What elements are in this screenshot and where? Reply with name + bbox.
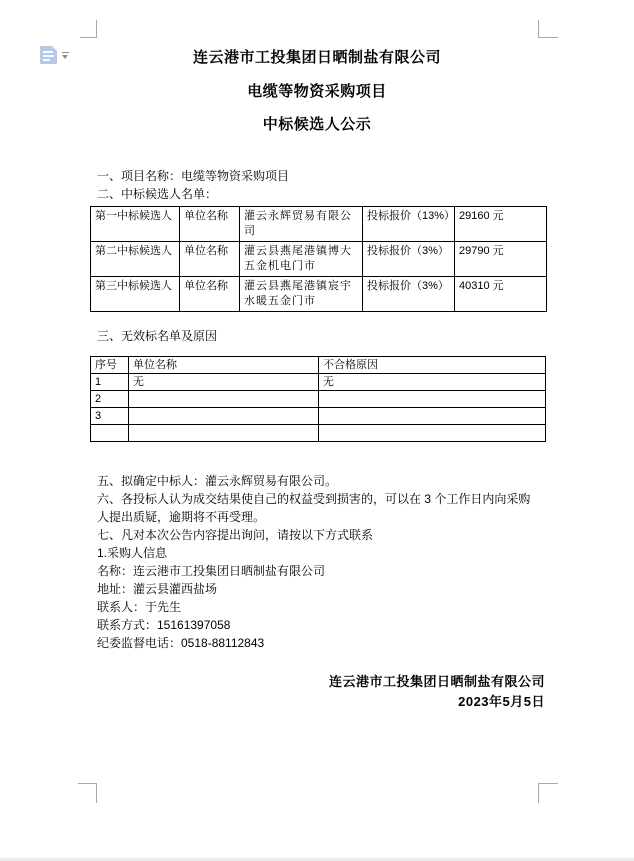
table-row <box>91 391 546 408</box>
invalid-bids-table <box>90 356 546 442</box>
row-reason: 无 <box>319 374 546 391</box>
signature-date: 2023年5月5日 <box>458 694 545 709</box>
doc-title-announcement: 中标候选人公示 <box>262 116 372 133</box>
section-3-invalid-bids: 三、无效标名单及原因 <box>97 329 218 343</box>
company-name: 灌云县燕尾港镇宸宇水暖五金门市 <box>240 277 363 312</box>
company-label: 单位名称 <box>180 277 240 312</box>
candidates-table <box>90 206 547 312</box>
table-row <box>91 242 547 277</box>
row-company <box>129 408 319 425</box>
doc-title-project: 电缆等物资采购项目 <box>247 83 387 100</box>
section-7-contact-intro: 七、凡对本次公告内容提出询问，请按以下方式联系 <box>97 528 374 542</box>
bid-price-value: 40310 元 <box>455 277 547 312</box>
table-row <box>91 425 546 442</box>
row-reason <box>319 408 546 425</box>
column-header-reason: 不合格原因 <box>319 357 546 374</box>
row-reason <box>319 425 546 442</box>
table-row <box>91 374 546 391</box>
section-1-project-name: 一、项目名称：电缆等物资采购项目 <box>97 169 290 183</box>
company-label: 单位名称 <box>180 242 240 277</box>
supervision-phone: 纪委监督电话：0518-88112843 <box>97 636 265 650</box>
row-no <box>91 425 129 442</box>
candidate-rank: 第一中标候选人 <box>91 207 180 242</box>
candidate-rank: 第三中标候选人 <box>91 277 180 312</box>
row-no: 1 <box>91 374 129 391</box>
bid-price-value: 29790 元 <box>455 242 547 277</box>
doc-title-company: 连云港市工投集团日晒制盐有限公司 <box>192 49 441 66</box>
table-row <box>91 408 546 425</box>
contact-person: 联系人：于先生 <box>97 600 182 614</box>
signature-company: 连云港市工投集团日晒制盐有限公司 <box>328 674 545 689</box>
margin-crop-mark-bottom-left <box>78 783 97 803</box>
row-company: 无 <box>129 374 319 391</box>
company-name: 灌云永辉贸易有限公司 <box>240 207 363 242</box>
margin-crop-mark-top-left <box>80 20 97 38</box>
bid-price-label: 投标报价（3%） <box>363 242 455 277</box>
bid-price-label: 投标报价（13%） <box>363 207 455 242</box>
table-header-row <box>91 357 546 374</box>
purchaser-address: 地址：灌云县灌西盐场 <box>97 582 218 596</box>
margin-crop-mark-top-right <box>538 20 558 38</box>
bid-price-value: 29160 元 <box>455 207 547 242</box>
signature-block <box>97 672 545 712</box>
section-5-winner: 五、拟确定中标人：灌云永辉贸易有限公司。 <box>97 474 338 488</box>
body-paragraphs <box>97 472 539 652</box>
bid-price-label: 投标报价（3%） <box>363 277 455 312</box>
company-label: 单位名称 <box>180 207 240 242</box>
candidate-rank: 第二中标候选人 <box>91 242 180 277</box>
column-header-company: 单位名称 <box>129 357 319 374</box>
column-header-no: 序号 <box>91 357 129 374</box>
margin-crop-mark-bottom-right <box>538 783 558 803</box>
row-no: 2 <box>91 391 129 408</box>
purchaser-name: 名称：连云港市工投集团日晒制盐有限公司 <box>97 564 326 578</box>
company-name: 灌云县燕尾港镇博大五金机电门市 <box>240 242 363 277</box>
section-headings-1-2 <box>97 167 289 203</box>
row-no: 3 <box>91 408 129 425</box>
row-company <box>129 391 319 408</box>
row-reason <box>319 391 546 408</box>
section-2-candidates-list: 二、中标候选人名单： <box>97 187 218 201</box>
contact-phone: 联系方式：15161397058 <box>97 618 231 632</box>
section-6-objection-period: 六、各投标人认为成交结果使自己的权益受到损害的，可以在 3 个工作日内向采购人提出质疑，逾期将不再受理。 <box>97 492 531 524</box>
purchaser-info-heading: 1.采购人信息 <box>97 546 168 560</box>
table-row <box>91 277 547 312</box>
row-company <box>129 425 319 442</box>
table-row <box>91 207 547 242</box>
